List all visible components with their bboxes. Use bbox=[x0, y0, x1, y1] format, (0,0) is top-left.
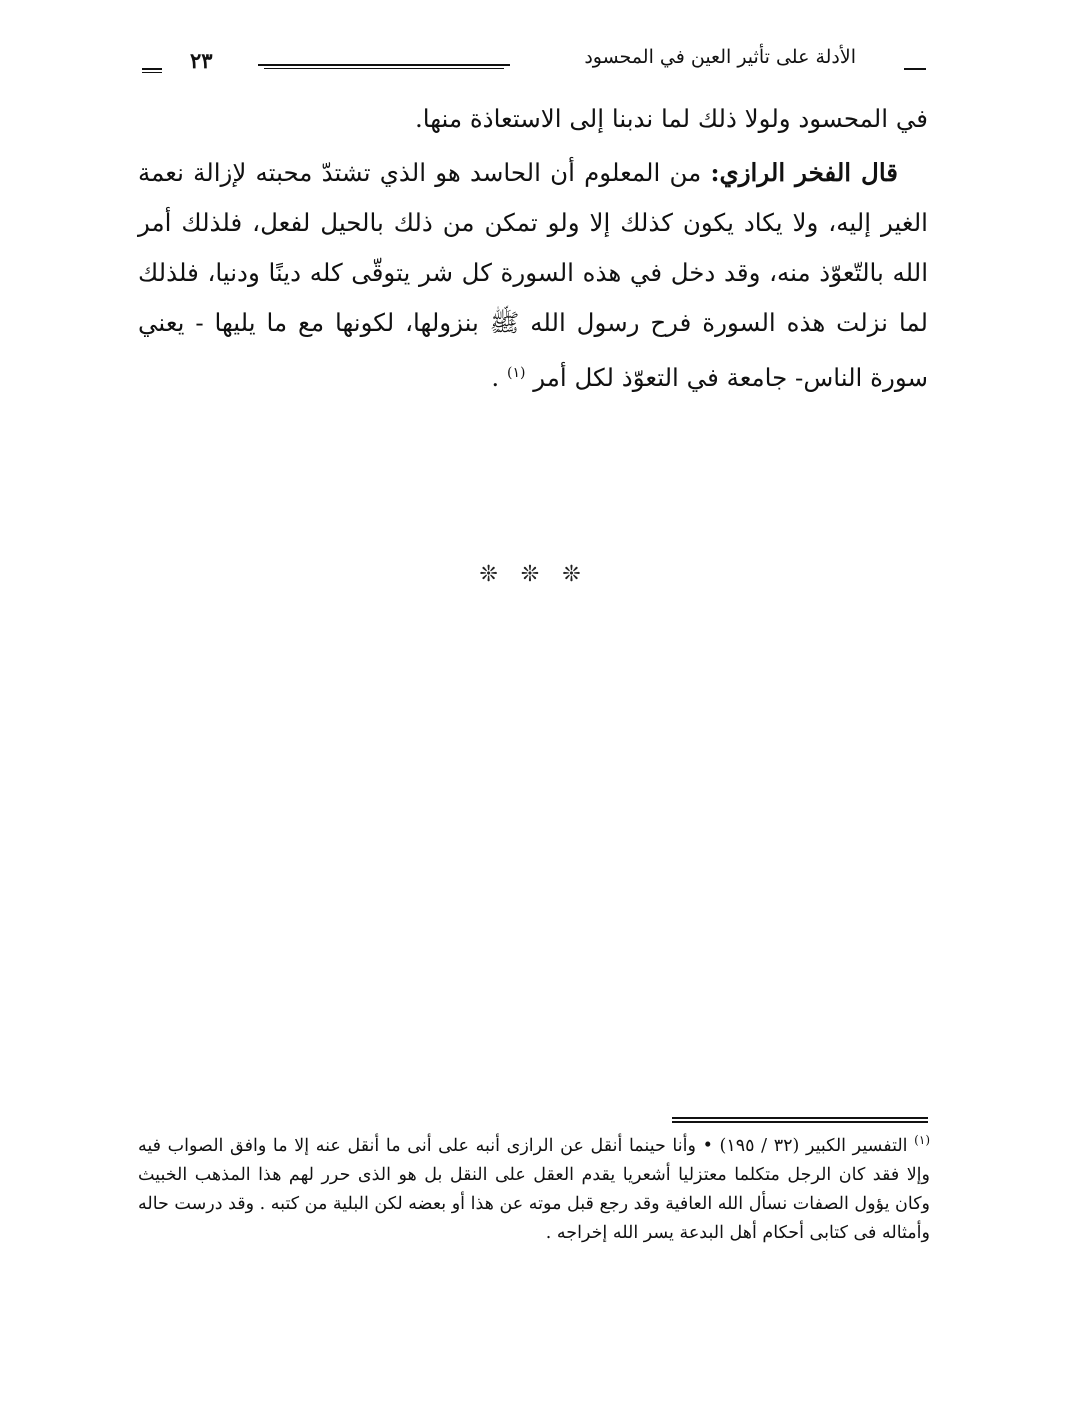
page-number: ٢٣ bbox=[190, 48, 213, 73]
paragraph-2-text: من المعلوم أن الحاسد هو الذي تشتدّ محبته لإزالة نعمة الغير إليه، ولا يكاد يكون كذلك إلا ولو تمكن من ذلك بالحيل لفعل، فلذلك أمر الله بالتّعوّذ منه، وقد دخل في هذه السورة كل شر يتوقّى كله دينًا ودنيا، فلذلك لما نزلت هذه السورة فرح رسول الله ﷺ بنزولها، لكونها مع ما يليها - يعني سورة الناس- جامعة في التعوّذ لكل أمر bbox=[138, 158, 928, 393]
footnote-paragraph bbox=[138, 1126, 930, 1248]
speaker-name: قال الفخر الرازي: bbox=[710, 158, 899, 187]
main-text bbox=[138, 94, 928, 403]
running-header bbox=[140, 40, 928, 80]
footnote-rule-lower bbox=[672, 1121, 928, 1123]
header-title: الأدلة على تأثير العين في المحسود bbox=[584, 46, 856, 68]
paragraph-2-end: . bbox=[491, 363, 507, 393]
header-ornament-left-lower bbox=[142, 72, 162, 73]
header-rule bbox=[258, 64, 510, 66]
paragraph-2 bbox=[138, 148, 928, 403]
paragraph-1: في المحسود ولولا ذلك لما ندبنا إلى الاستعاذة منها. bbox=[415, 104, 928, 133]
footnote bbox=[138, 1126, 930, 1248]
header-ornament-right bbox=[904, 68, 926, 70]
header-rule-thin bbox=[264, 68, 504, 69]
footnote-reference[interactable]: (١) bbox=[506, 365, 526, 381]
section-divider-asterisks: ❊ ❊ ❊ bbox=[479, 562, 589, 587]
footnote-text: التفسير الكبير (٣٢ / ١٩٥) • وأنا حينما أنقل عن الرازى أنبه على أنى ما أنقل عنه إلا ما وافق الصواب فيه وإلا فقد كان الرجل متكلما معتزليا أشعريا يقدم العقل على النقل بل هو الذى حرر لهم هذا المذهب الخبيث وكان يؤول الصفات نسأل الله العافية وقد رجع قبل موته عن هذا أو بعضه لكن البلية من كتبه . وقد درست حاله وأمثاله فى كتابى أحكام أهل البدعة يسر الله إخراجه . bbox=[138, 1135, 930, 1243]
footnote-marker: (١) bbox=[914, 1133, 930, 1147]
header-ornament-left bbox=[142, 68, 162, 70]
footnote-rule bbox=[672, 1117, 928, 1119]
